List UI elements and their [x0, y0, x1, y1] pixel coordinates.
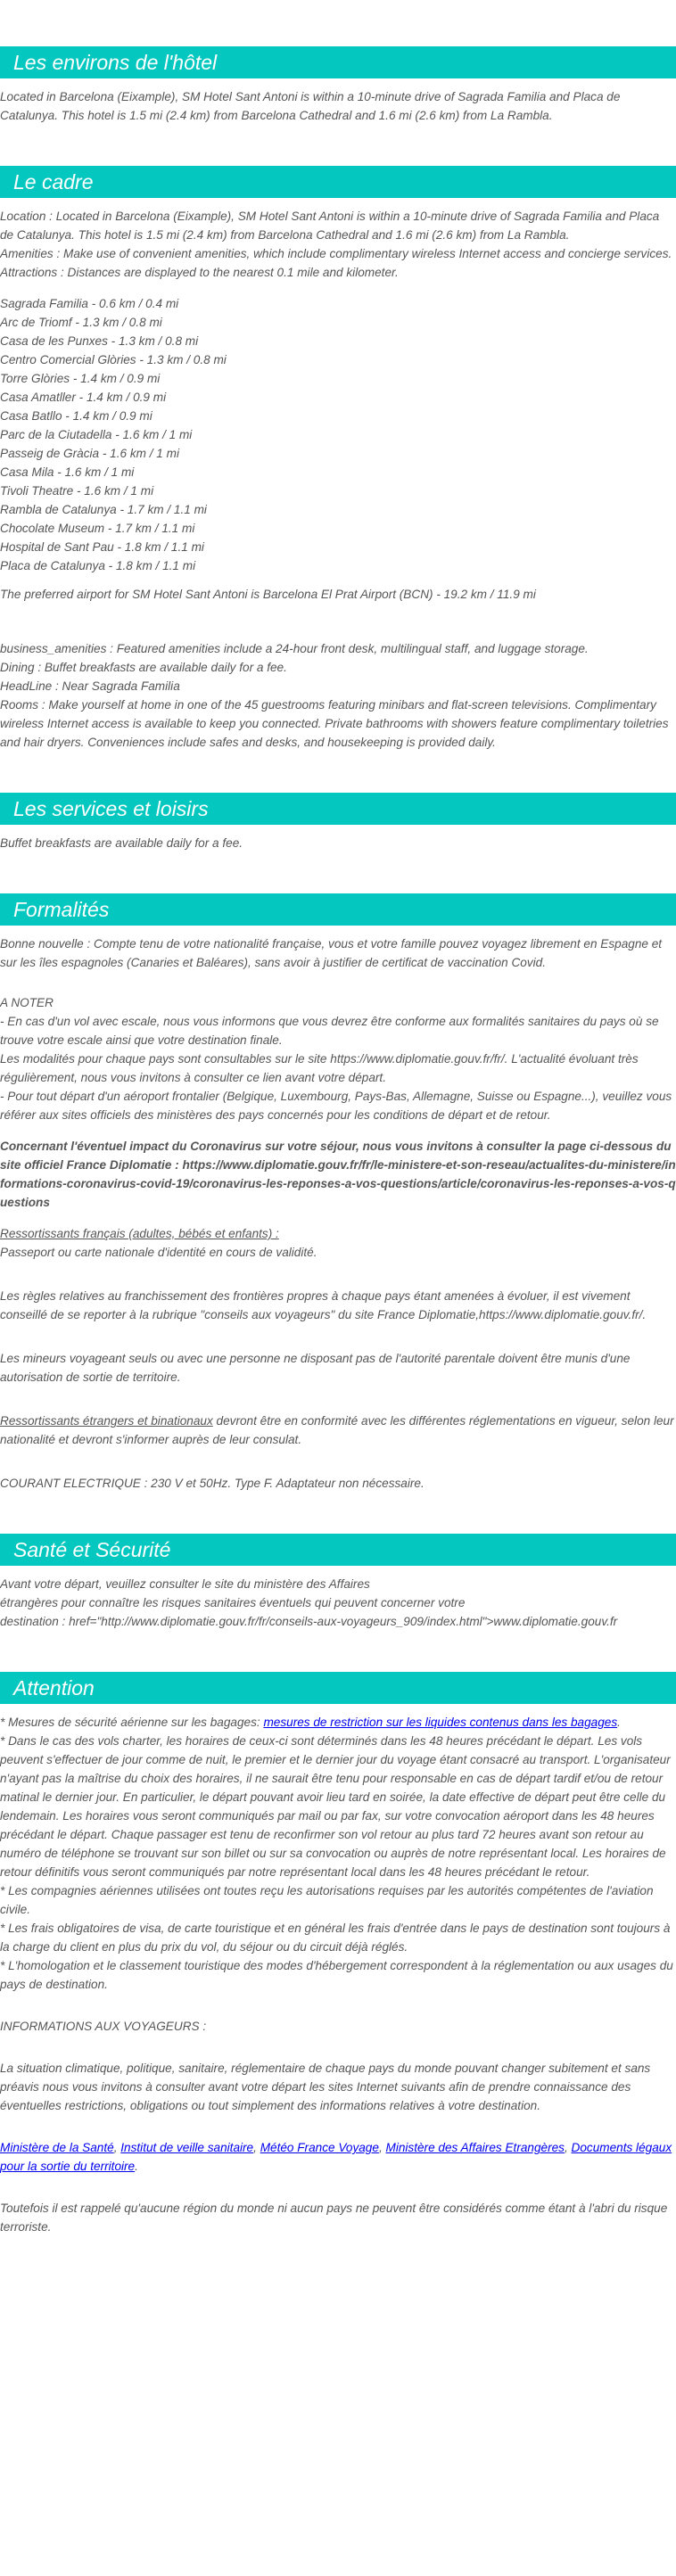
list-item: Sagrada Familia - 0.6 km / 0.4 mi [0, 297, 179, 310]
link-documents-legaux[interactable]: Documents légaux pour la sortie du territoire [0, 2141, 672, 2173]
official-links [0, 2138, 676, 2176]
services-text: Buffet breakfasts are available daily for a fee. [0, 836, 243, 850]
electric-current-text: COURANT ELECTRIQUE : 230 V et 50Hz. Type F. Adaptateur non nécessaire. [0, 1477, 425, 1490]
list-item: Torre Glòries - 1.4 km / 0.9 mi [0, 372, 161, 385]
separator: , [253, 2141, 260, 2154]
luggage-security-paragraph [0, 1713, 676, 1732]
situation-text: La situation climatique, politique, sanitaire, réglementaire de chaque pays du monde pouvant changer subitement et sans préavis nous vous invitons à consulter avant votre départ les sites Internet suivants afin de prendre connaissance des éventuelles restrictions, obligations ou tout simplement des informations relatives à votre destination. [0, 2062, 651, 2112]
luggage-security-label: * Mesures de sécurité aérienne sur les bagages: [0, 1716, 264, 1729]
separator: , [113, 2141, 121, 2154]
sante-line-3: destination : href="http://www.diplomatie.gouv.fr/fr/conseils-aux-voyageurs_909/index.html">www.diplomatie.gouv.fr [0, 1615, 618, 1628]
noter-item-1: - En cas d'un vol avec escale, nous vous informons que vous devrez être conforme aux formalités sanitaires du pays où se trouve votre escale ainsi que votre destination finale. [0, 1015, 659, 1047]
coronavirus-notice: Concernant l'éventuel impact du Coronavirus sur votre séjour, nous vous invitons à consulter la page ci-dessous du site officiel France Diplomatie : https://www.diplomatie.gouv.fr/fr/le-ministere-et-son-reseau/actualites-du-ministere/informations-coronavirus-covid-19/coronavirus-les-reponses-a-vos-questions/article/coronavirus-les-reponses-a-vos-questions [0, 1140, 676, 1209]
section-title-cadre: Le cadre [0, 166, 676, 198]
cadre-amenities: Amenities : Make use of convenient amenities, which include complimentary wireless Internet access and concierge services. [0, 247, 672, 260]
sante-line-2: étrangères pour connaître les risques sanitaires éventuels qui peuvent concerner votre [0, 1596, 466, 1609]
minors-text: Les mineurs voyageant seuls ou avec une personne ne disposant pas de l'autorité parentale doivent être munis d'une autorisation de sortie de territoire. [0, 1352, 631, 1384]
cadre-dining: Dining : Buffet breakfasts are available daily for a fee. [0, 661, 287, 674]
list-item: Tivoli Theatre - 1.6 km / 1 mi [0, 484, 154, 498]
list-item: Parc de la Ciutadella - 1.6 km / 1 mi [0, 428, 193, 441]
separator: , [378, 2141, 386, 2154]
foreign-nationals-paragraph [0, 1411, 676, 1449]
section-attention [0, 1672, 676, 2236]
sante-line-1: Avant votre départ, veuillez consulter le site du ministère des Affaires [0, 1577, 370, 1591]
section-title-sante: Santé et Sécurité [0, 1534, 676, 1566]
section-body-formalites [0, 934, 676, 1493]
section-services [0, 793, 676, 852]
list-item: Passeig de Gràcia - 1.6 km / 1 mi [0, 447, 179, 460]
places-list [0, 294, 676, 575]
list-item: Chocolate Museum - 1.7 km / 1.1 mi [0, 522, 195, 535]
link-ministere-sante[interactable]: Ministère de la Santé [0, 2141, 114, 2154]
foreign-nationals-text: devront être en conformité avec les différentes réglementations en vigueur, selon leur nationalité et devront s'informer auprès de leur consulat. [0, 1414, 674, 1446]
list-item: Placa de Catalunya - 1.8 km / 1.1 mi [0, 559, 196, 572]
section-title-services: Les services et loisirs [0, 793, 676, 825]
punctuation: . [617, 1716, 621, 1729]
separator: , [564, 2141, 572, 2154]
cadre-attractions: Attractions : Distances are displayed to the nearest 0.1 mile and kilometer. [0, 266, 399, 279]
formalites-intro: Bonne nouvelle : Compte tenu de votre nationalité française, vous et votre famille pouvez voyagez librement en Espagne et sur les îles espagnoles (Canaries et Baléares), sans avoir à justifier de certificat de vaccination Covid. [0, 937, 663, 969]
list-item: Rambla de Catalunya - 1.7 km / 1.1 mi [0, 503, 207, 516]
section-formalites [0, 893, 676, 1493]
link-affaires-etrangeres[interactable]: Ministère des Affaires Etrangères [385, 2141, 565, 2154]
airlines-text: * Les compagnies aériennes utilisées ont toutes reçu les autorisations requises par les autorités compétentes de l'aviation civile. [0, 1884, 654, 1916]
noter-title: A NOTER [0, 996, 54, 1009]
section-body-services [0, 834, 676, 852]
cadre-business: business_amenities : Featured amenities include a 24-hour front desk, multilingual staff, and luggage storage. [0, 642, 589, 655]
section-body-cadre [0, 207, 676, 752]
noter-item-2: Les modalités pour chaque pays sont consultables sur le site https://www.diplomatie.gouv.fr/fr/. L'actualité évoluant très régulièrement, nous vous invitons à consulter ce lien avant votre départ. [0, 1052, 639, 1084]
border-rules-text: Les règles relatives au franchissement des frontières propres à chaque pays étant amenées à évoluer, il est vivement conseillé de se reporter à la rubrique "conseils aux voyageurs" du site France Diplomatie,https://www.diplomatie.gouv.fr/. [0, 1289, 647, 1321]
section-title-formalites: Formalités [0, 893, 676, 926]
french-nationals-title: Ressortissants français (adultes, bébés et enfants) : [0, 1227, 279, 1240]
section-body-sante [0, 1575, 676, 1631]
section-cadre [0, 166, 676, 752]
list-item: Casa Batllo - 1.4 km / 0.9 mi [0, 409, 153, 423]
list-item: Casa de les Punxes - 1.3 km / 0.8 mi [0, 334, 199, 348]
list-item: Casa Mila - 1.6 km / 1 mi [0, 465, 135, 479]
section-environs [0, 0, 676, 125]
environs-text: Located in Barcelona (Eixample), SM Hotel Sant Antoni is within a 10-minute drive of Sagrada Familia and Placa de Catalunya. This hotel is 1.5 mi (2.4 km) from Barcelona Cathedral and 1.6 mi (2.6 km) from La Rambla. [0, 90, 621, 122]
terrorism-text: Toutefois il est rappelé qu'aucune région du monde ni aucun pays ne peuvent être considérés comme étant à l'abri du risque terroriste. [0, 2202, 668, 2234]
french-nationals-text: Passeport ou carte nationale d'identité en cours de validité. [0, 1246, 317, 1259]
noter-item-3: - Pour tout départ d'un aéroport frontalier (Belgique, Luxembourg, Pays-Bas, Allemagne, Suisse ou Espagne...), veuillez vous référer aux sites officiels des ministères des pays concernés pour les conditions de départ et de retour. [0, 1090, 672, 1122]
section-body-attention [0, 1713, 676, 2236]
punctuation: . [135, 2160, 138, 2173]
cadre-headline: HeadLine : Near Sagrada Familia [0, 679, 180, 693]
homologation-text: * L'homologation et le classement touristique des modes d'hébergement correspondent à la réglementation ou aux usages du pays de destination. [0, 1959, 673, 1991]
liquids-restriction-link[interactable]: mesures de restriction sur les liquides contenus dans les bagages [263, 1716, 618, 1729]
list-item: Centro Comercial Glòries - 1.3 km / 0.8 mi [0, 353, 227, 366]
section-sante [0, 1534, 676, 1631]
mandatory-fees-text: * Les frais obligatoires de visa, de carte touristique et en général les frais d'entrée dans le pays de destination sont toujours à la charge du client en plus du prix du vol, du séjour ou du circuit déjà réglés. [0, 1922, 671, 1954]
cadre-airport: The preferred airport for SM Hotel Sant Antoni is Barcelona El Prat Airport (BCN) - 19.2 km / 11.9 mi [0, 588, 536, 601]
list-item: Casa Amatller - 1.4 km / 0.9 mi [0, 391, 167, 404]
link-veille-sanitaire[interactable]: Institut de veille sanitaire [120, 2141, 254, 2154]
cadre-location: Location : Located in Barcelona (Eixample), SM Hotel Sant Antoni is within a 10-minute drive of Sagrada Familia and Placa de Catalunya. This hotel is 1.5 mi (2.4 km) from Barcelona Cathedral and 1.6 mi (2.6 km) from La Rambla. [0, 210, 660, 242]
link-meteo-france[interactable]: Météo France Voyage [260, 2141, 379, 2154]
section-body-environs [0, 87, 676, 125]
section-title-attention: Attention [0, 1672, 676, 1704]
charter-flights-text: * Dans le cas des vols charter, les horaires de ceux-ci sont déterminés dans les 48 heures précédant le départ. Les vols peuvent s'effectuer de jour comme de nuit, le premier et le dernier jour du voyage étant consacré au transport. L'organisateur n'ayant pas la maîtrise du choix des horaires, il ne saurait être tenu pour responsable en cas de départ tardif et/ou de retour matinal le dernier jour. En particulier, le départ pouvant avoir lieu tard en soirée, la date effective de départ peut être celle du lendemain. Les horaires vous seront communiqués par mail ou par fax, sur votre convocation aéroport dans les 48 heures précédant le départ. Chaque passager est tenu de reconfirmer son vol retour au plus tard 72 heures avant son retour au numéro de téléphone se trouvant sur son billet ou sur sa convocation ou auprès de notre représentant local. Les horaires de retour définitifs vous seront communiqués par notre représentant local dans les 48 heures précédant le retour. [0, 1734, 671, 1879]
list-item: Arc de Triomf - 1.3 km / 0.8 mi [0, 316, 162, 329]
list-item: Hospital de Sant Pau - 1.8 km / 1.1 mi [0, 540, 204, 554]
cadre-rooms: Rooms : Make yourself at home in one of the 45 guestrooms featuring minibars and flat-screen televisions. Complimentary wireless Internet access is available to keep you connected. Private bathrooms with showers feature complimentary toiletries and hair dryers. Conveniences include safes and desks, and housekeeping is provided daily. [0, 698, 669, 749]
traveler-info-title: INFORMATIONS AUX VOYAGEURS : [0, 2020, 207, 2033]
foreign-nationals-title: Ressortissants étrangers et binationaux [0, 1414, 213, 1428]
section-title-environs: Les environs de l'hôtel [0, 46, 676, 78]
